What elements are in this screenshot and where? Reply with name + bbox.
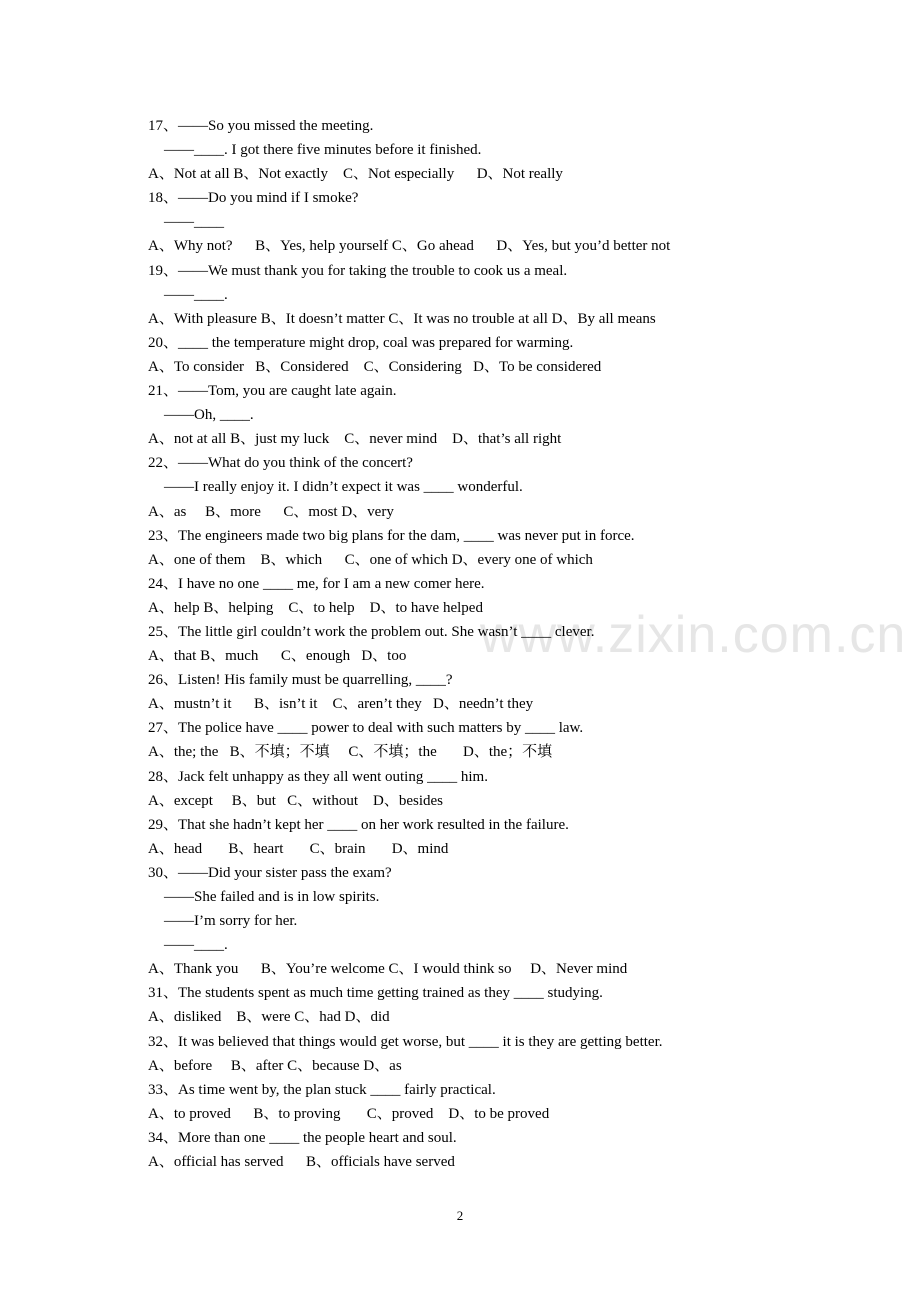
question-line: ——____. I got there five minutes before it finished.	[164, 142, 482, 159]
question-line: A、With pleasure B、It doesn’t matter C、It was no trouble at all D、By all means	[148, 310, 656, 327]
question-line: 25、The little girl couldn’t work the problem out. She wasn’t ____ clever.	[148, 623, 595, 640]
watermark-text: www.zixin.com.cn	[480, 606, 907, 664]
question-line: 18、——Do you mind if I smoke?	[148, 190, 359, 207]
question-line: A、before B、after C、because D、as	[148, 1057, 402, 1074]
question-line: A、one of them B、which C、one of which D、every one of which	[148, 551, 593, 568]
question-line: 17、——So you missed the meeting.	[148, 118, 374, 134]
question-line: ——She failed and is in low spirits.	[164, 889, 380, 905]
question-line: A、the; the B、不填；不填 C、不填；the D、the；不填	[148, 744, 553, 761]
question-line: 28、Jack felt unhappy as they all went outing ____ him.	[148, 768, 488, 785]
question-line: A、except B、but C、without D、besides	[148, 792, 443, 809]
question-line: A、head B、heart C、brain D、mind	[148, 840, 449, 857]
question-line: 31、The students spent as much time getting trained as they ____ studying.	[148, 985, 603, 1002]
question-line: 24、I have no one ____ me, for I am a new comer here.	[148, 575, 485, 592]
question-line: 22、——What do you think of the concert?	[148, 455, 413, 472]
question-line: 19、——We must thank you for taking the trouble to cook us a meal.	[148, 262, 568, 279]
question-line: ——____.	[164, 937, 228, 954]
question-line: 29、That she hadn’t kept her ____ on her work resulted in the failure.	[148, 816, 569, 833]
question-line: 34、More than one ____ the people heart and soul.	[148, 1129, 457, 1146]
question-line: A、Thank you B、You’re welcome C、I would think so D、Never mind	[148, 961, 628, 978]
question-line: 32、It was believed that things would get worse, but ____ it is they are getting better.	[148, 1033, 663, 1050]
question-line: ——I really enjoy it. I didn’t expect it was ____ wonderful.	[164, 479, 523, 496]
question-line: A、to proved B、to proving C、proved D、to be proved	[148, 1105, 550, 1122]
question-line: A、disliked B、were C、had D、did	[148, 1009, 390, 1026]
question-line: 26、Listen! His family must be quarrelling, ____?	[148, 672, 453, 689]
question-line: ——____.	[164, 286, 228, 303]
question-line: ——I’m sorry for her.	[164, 913, 298, 930]
question-line: A、help B、helping C、to help D、to have helped	[148, 599, 483, 616]
question-line: 20、____ the temperature might drop, coal was prepared for warming.	[148, 334, 574, 351]
question-line: 23、The engineers made two big plans for the dam, ____ was never put in force.	[148, 527, 635, 544]
question-line: 21、——Tom, you are caught late again.	[148, 383, 397, 400]
question-line: A、Why not? B、Yes, help yourself C、Go ahead D、Yes, but you’d better not	[148, 238, 671, 255]
question-line: A、that B、much C、enough D、too	[148, 648, 407, 665]
question-line: A、as B、more C、most D、very	[148, 503, 394, 520]
question-line: A、To consider B、Considered C、Considering D、To be considered	[148, 358, 602, 375]
question-line: A、not at all B、just my luck C、never mind D、that’s all right	[148, 431, 562, 448]
question-line: ——Oh, ____.	[164, 407, 254, 424]
question-list	[148, 114, 848, 1174]
question-line: 27、The police have ____ power to deal with such matters by ____ law.	[148, 720, 584, 737]
question-line: A、mustn’t it B、isn’t it C、aren’t they D、needn’t they	[148, 696, 534, 713]
question-line: ——____	[164, 214, 224, 231]
question-line: A、official has served B、officials have served	[148, 1154, 455, 1171]
question-line: A、Not at all B、Not exactly C、Not especially D、Not really	[148, 166, 563, 183]
question-line: 30、——Did your sister pass the exam?	[148, 864, 392, 881]
page-number: 2	[456, 1208, 464, 1223]
question-line: 33、As time went by, the plan stuck ____ fairly practical.	[148, 1081, 496, 1098]
